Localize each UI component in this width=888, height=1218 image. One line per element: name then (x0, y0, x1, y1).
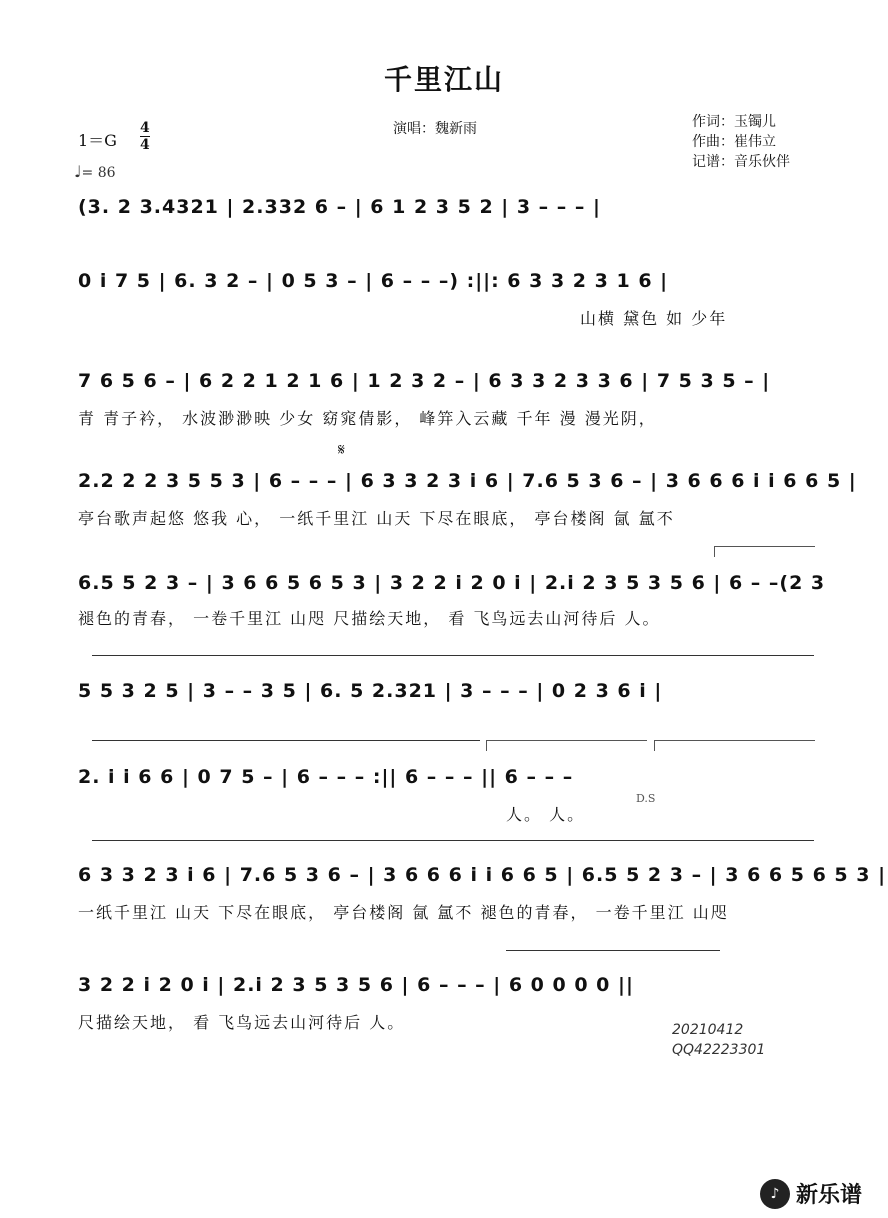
volta-bracket-1 (714, 546, 815, 557)
score-line-6: 5 5 3 2 5 | 3 – – 3 5 | 6. 5 2.321 | 3 – – – | 0 2 3 6 i | (78, 680, 663, 702)
date-code: 20210412 (672, 1022, 744, 1038)
lyric-line-4: 亭台歌声起悠 悠我 心， 一纸千里江 山天 下尽在眼底， 亭台楼阁 氤 氲不 (78, 509, 675, 528)
score-line-9: 3 2 2 i 2 0 i | 2.i 2 3 5 3 5 6 | 6 – – – | 6 0 0 0 0 || (78, 974, 634, 996)
lyric-line-3: 青 青子衿， 水波渺渺映 少女 窈窕倩影， 峰笄入云藏 千年 漫 漫光阴， (78, 409, 657, 428)
quarter-note-icon: ♩ (74, 162, 82, 181)
time-signature (140, 120, 150, 153)
key-signature: 1＝G (78, 131, 117, 150)
coda-rule (92, 840, 814, 841)
composer-credit: 作曲：崔伟立 (692, 134, 776, 150)
site-logo (760, 1178, 862, 1209)
time-signature-top: 4 (140, 120, 150, 136)
logo-text: 新乐谱 (796, 1183, 863, 1208)
score-line-8: 6 3 3 2 3 i 6 | 7.6 5 3 6 – | 3 6 6 6 i i 6 6 5 | 6.5 5 2 3 – | 3 6 6 5 6 5 3 | (78, 864, 887, 886)
singer-credit: 演唱：魏新雨 (393, 121, 477, 137)
page-title: 千里江山 (383, 63, 504, 96)
score-line-5: 6.5 5 2 3 – | 3 6 6 5 6 5 3 | 3 2 2 i 2 0 i | 2.i 2 3 5 3 5 6 | 6 – –(2 3 (78, 572, 826, 594)
score-line-1: (3. 2 3.4321 | 2.332 6 – | 6 1 2 3 5 2 | 3 – – – | (78, 196, 601, 218)
credits-block (692, 112, 790, 172)
score-line-2: 0 i 7 5 | 6. 3 2 – | 0 5 3 – | 6 – – –) :||: 6 3 3 2 3 1 6 | (78, 270, 669, 292)
ds-mark: D.S (636, 792, 656, 805)
lyric-line-7: 人。 人。 (506, 805, 586, 824)
lyric-line-9: 尺描绘天地， 看 飞鸟远去山河待后 人。 (78, 1013, 406, 1032)
score-line-4: 2.2 2 2 3 5 5 3 | 6 – – – | 6 3 3 2 3 i 6 | 7.6 5 3 6 – | 3 6 6 6 i i 6 6 5 | (78, 470, 857, 492)
volta-rule-1 (92, 655, 814, 656)
qq-code: QQ42223301 (672, 1042, 766, 1058)
lyric-line-2: 山横 黛色 如 少年 (580, 309, 728, 328)
tempo-value: = 86 (81, 165, 116, 181)
tie-rule-final (506, 950, 720, 951)
time-signature-bottom: 4 (140, 137, 150, 153)
lyric-line-5: 褪色的青春， 一卷千里江 山咫 尺描绘天地， 看 飞鸟远去山河待后 人。 (78, 609, 661, 628)
volta-bracket-3 (654, 740, 815, 751)
score-line-3: 7 6 5 6 – | 6 2 2 1 2 1 6 | 1 2 3 2 – | 6 3 3 2 3 3 6 | 7 5 3 5 – | (78, 370, 771, 392)
score-line-7: 2. i i 6 6 | 0 7 5 – | 6 – – – :|| 6 – – – || 6 – – – (78, 766, 574, 788)
volta-bracket-2 (486, 740, 647, 751)
tempo-mark (74, 162, 116, 181)
lyric-line-8: 一纸千里江 山天 下尽在眼底， 亭台楼阁 氤 氲不 褪色的青春， 一卷千里江 山咫 (78, 903, 729, 922)
lyricist-credit: 作词：玉镯儿 (692, 114, 776, 130)
segno-mark: 𝄋 (338, 440, 345, 459)
music-disc-icon: ♪ (760, 1179, 790, 1209)
volta-rule-2 (92, 740, 480, 741)
transcriber-credit: 记谱：音乐伙伴 (692, 154, 790, 170)
date-stamp (672, 1020, 765, 1060)
